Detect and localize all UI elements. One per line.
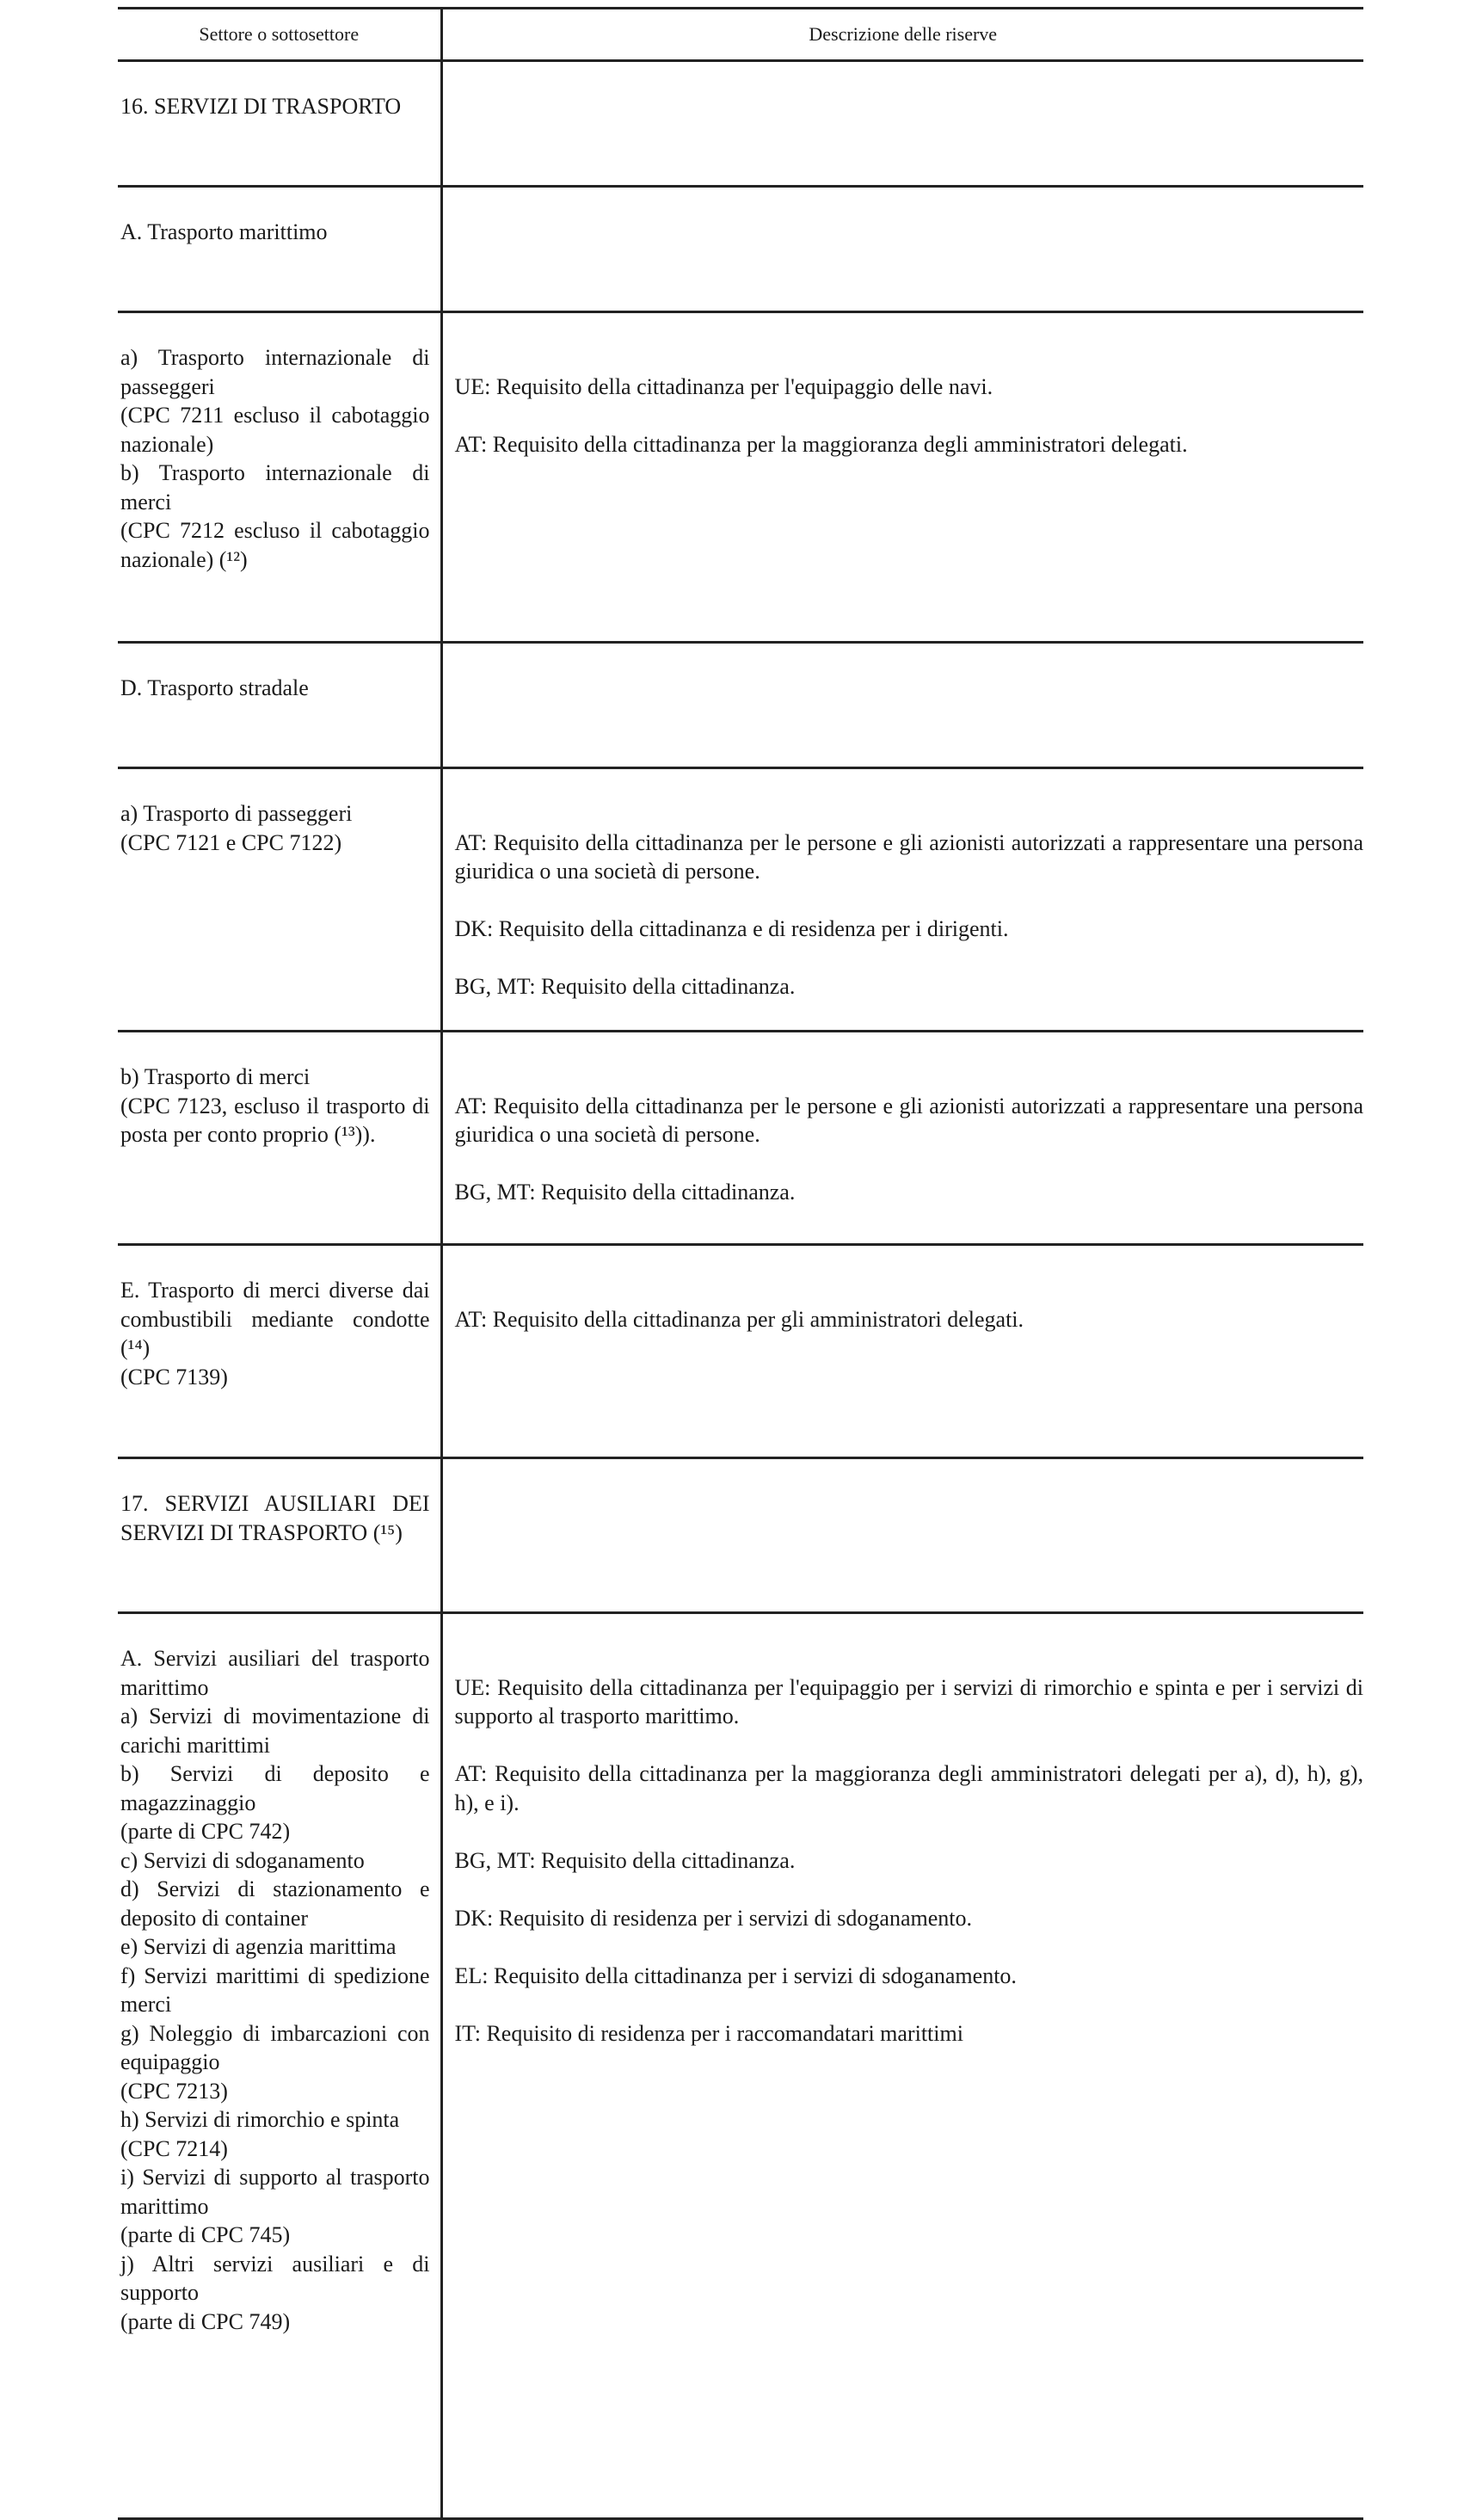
column-header-sector: Settore o sottosettore <box>118 9 441 61</box>
sector-cell: A. Trasporto marittimo <box>118 187 441 312</box>
table-row <box>118 1458 1363 1613</box>
sector-cell: A. Servizi ausiliari del trasporto marittimo a) Servizi di movimentazione di carichi marittimi b) Servizi di deposito e magazzinaggio (parte di CPC 742) c) Servizi di sdoganamento d) Servizi di stazionamento e deposito di container e) Servizi di agenzia marittima f) Servizi marittimi di spedizione merci g) Noleggio di imbarcazioni con equipaggio (CPC 7213) h) Servizi di rimorchio e spinta (CPC 7214) i) Servizi di supporto al trasporto marittimo (parte di CPC 745) j) Altri servizi ausiliari e di supporto (parte di CPC 749) <box>118 1613 441 2519</box>
description-cell <box>441 61 1363 187</box>
table-row <box>118 1613 1363 2519</box>
table-header-row <box>118 9 1363 61</box>
reservation-line: IT: Requisito di residenza per i raccomandatari marittimi <box>454 2020 963 2046</box>
reservation-line: BG, MT: Requisito della cittadinanza. <box>454 974 796 999</box>
table-row <box>118 643 1363 768</box>
column-header-description: Descrizione delle riserve <box>441 9 1363 61</box>
sector-cell: a) Trasporto internazionale di passeggeri (CPC 7211 escluso il cabotaggio nazionale) b) Trasporto internazionale di merci (CPC 7212 escluso il cabotaggio nazionale) (¹²) <box>118 312 441 643</box>
description-cell <box>441 1245 1363 1458</box>
sector-cell: E. Trasporto di merci diverse dai combustibili mediante condotte (¹⁴) (CPC 7139) <box>118 1245 441 1458</box>
description-cell <box>441 1032 1363 1245</box>
reservation-line: BG, MT: Requisito della cittadinanza. <box>454 1847 796 1873</box>
reservation-line: AT: Requisito della cittadinanza per gli amministratori delegati. <box>454 1306 1024 1332</box>
description-cell <box>441 1458 1363 1613</box>
table-row <box>118 768 1363 1032</box>
reservation-line: BG, MT: Requisito della cittadinanza. <box>454 1180 796 1205</box>
description-cell <box>441 768 1363 1032</box>
table-row <box>118 312 1363 643</box>
sector-cell: 17. SERVIZI AUSILIARI DEI SERVIZI DI TRASPORTO (¹⁵) <box>118 1458 441 1613</box>
sector-cell: b) Trasporto di merci (CPC 7123, escluso il trasporto di posta per conto proprio (¹³)). <box>118 1032 441 1245</box>
reservation-line: AT: Requisito della cittadinanza per la maggioranza degli amministratori delegati per a), d), h), g), h), e i). <box>454 1761 1363 1815</box>
description-cell <box>441 643 1363 768</box>
description-cell <box>441 187 1363 312</box>
reservation-line: AT: Requisito della cittadinanza per le persone e gli azionisti autorizzati a rappresentare una persona giuridica o una società di persone. <box>454 1093 1363 1147</box>
table-row <box>118 187 1363 312</box>
reserves-table <box>118 7 1363 2520</box>
table-row <box>118 61 1363 187</box>
sector-cell: D. Trasporto stradale <box>118 643 441 768</box>
description-cell <box>441 1613 1363 2519</box>
reservation-line: AT: Requisito della cittadinanza per le persone e gli azionisti autorizzati a rappresentare una persona giuridica o una società di persone. <box>454 829 1363 884</box>
reservation-line: AT: Requisito della cittadinanza per la maggioranza degli amministratori delegati. <box>454 431 1188 457</box>
reservation-line: UE: Requisito della cittadinanza per l'equipaggio per i servizi di rimorchio e spinta e per i servizi di supporto al trasporto marittimo. <box>454 1674 1363 1728</box>
sector-cell: a) Trasporto di passeggeri (CPC 7121 e CPC 7122) <box>118 768 441 1032</box>
reservation-line: DK: Requisito della cittadinanza e di residenza per i dirigenti. <box>454 916 1009 941</box>
reservation-line: DK: Requisito di residenza per i servizi di sdoganamento. <box>454 1905 972 1931</box>
reservation-line: UE: Requisito della cittadinanza per l'equipaggio delle navi. <box>454 373 993 399</box>
table-row <box>118 1245 1363 1458</box>
sector-cell: 16. SERVIZI DI TRASPORTO <box>118 61 441 187</box>
reservation-line: EL: Requisito della cittadinanza per i servizi di sdoganamento. <box>454 1962 1017 1988</box>
table-row <box>118 1032 1363 1245</box>
description-cell <box>441 312 1363 643</box>
